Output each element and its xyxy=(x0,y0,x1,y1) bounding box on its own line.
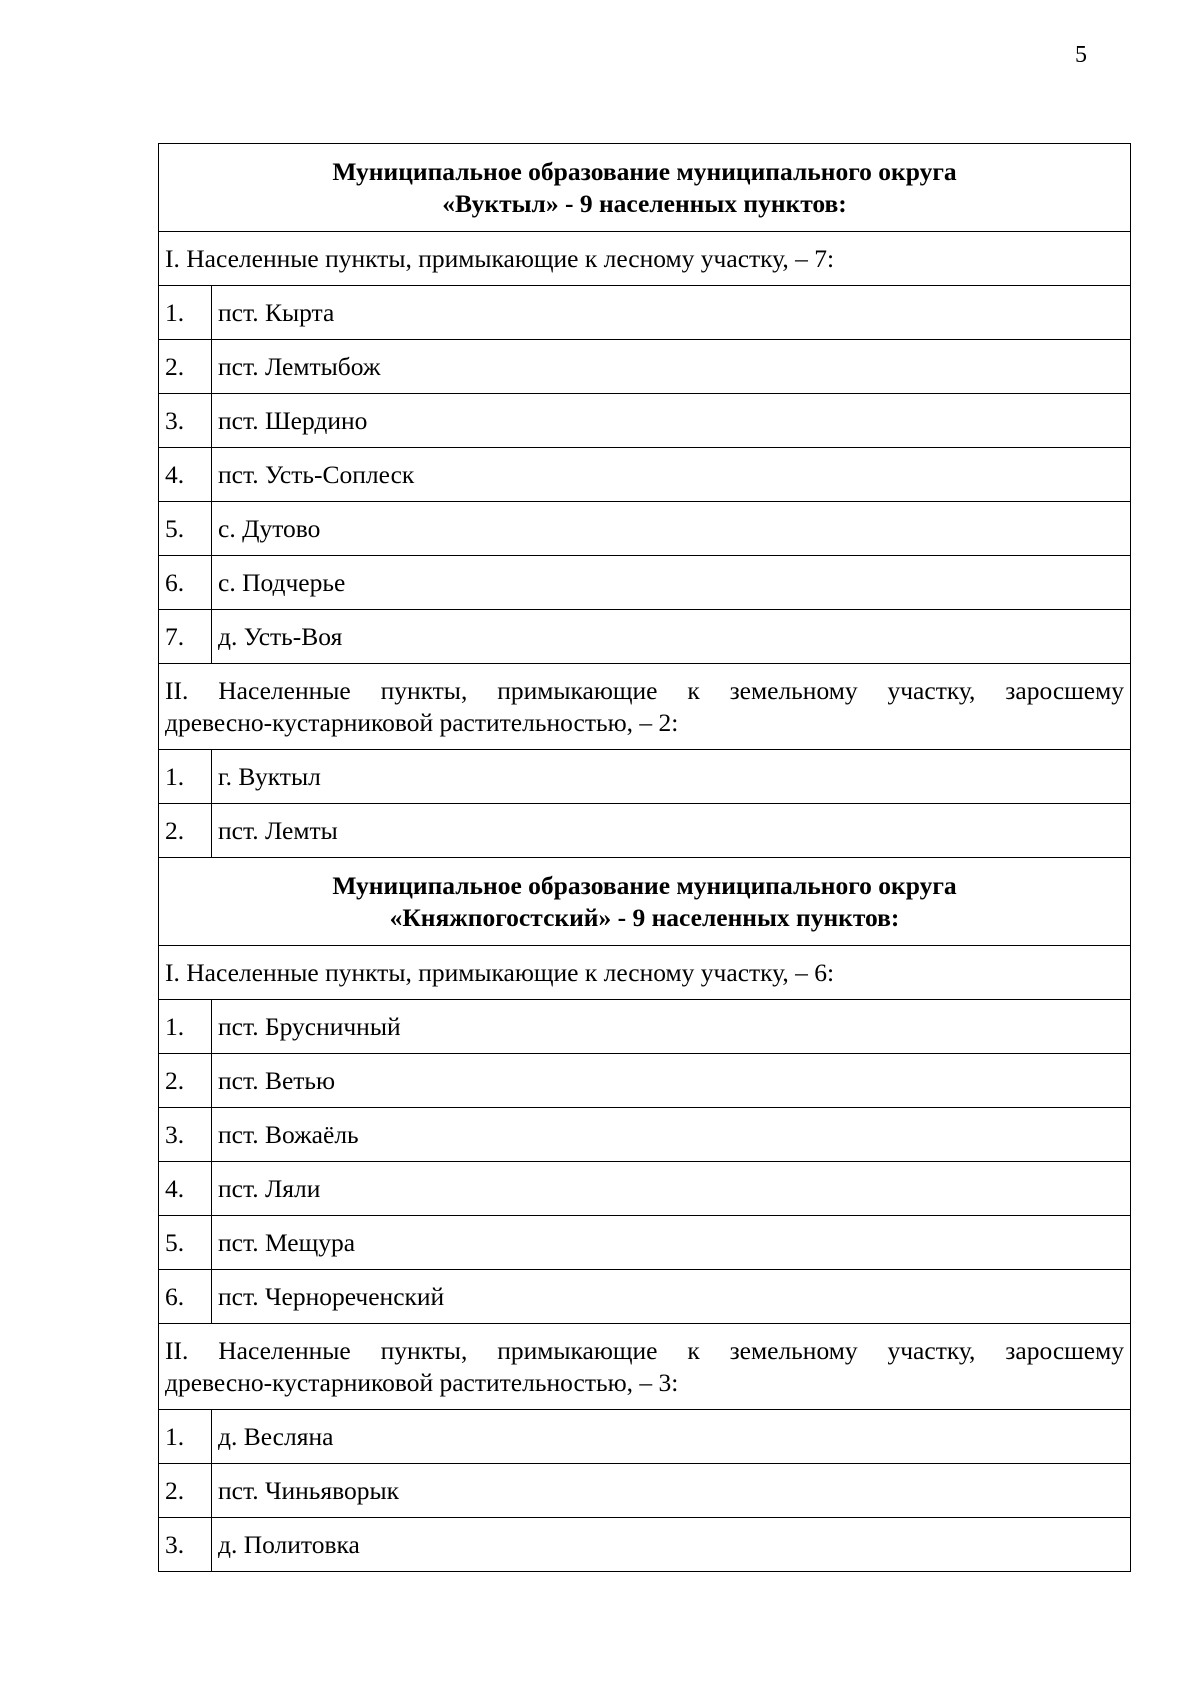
item-number: 4. xyxy=(159,448,212,502)
item-number: 5. xyxy=(159,1216,212,1270)
group-heading: I. Населенные пункты, примыкающие к лесному участку, – 7: xyxy=(159,232,1131,286)
table-row xyxy=(159,394,1131,448)
settlement-name: пст. Ляли xyxy=(212,1162,1131,1216)
settlement-name: пст. Лемты xyxy=(212,804,1131,858)
group-heading-line: II. Населенные пункты, примыкающие к земельному участку, заросшему xyxy=(165,675,1124,705)
settlements-table-body xyxy=(159,144,1131,1572)
page-number: 5 xyxy=(1075,42,1087,68)
settlement-name: пст. Усть-Соплеск xyxy=(212,448,1131,502)
settlement-name: пст. Кырта xyxy=(212,286,1131,340)
group-heading-row xyxy=(159,1324,1131,1410)
item-number: 6. xyxy=(159,556,212,610)
item-number: 3. xyxy=(159,1518,212,1572)
settlement-name: пст. Чиньяворык xyxy=(212,1464,1131,1518)
settlement-name: д. Весляна xyxy=(212,1410,1131,1464)
table-row xyxy=(159,340,1131,394)
group-heading-row xyxy=(159,232,1131,286)
group-heading-line: древесно-кустарниковой растительностью, – 3: xyxy=(165,1367,679,1397)
table-row xyxy=(159,1518,1131,1572)
table-row xyxy=(159,1410,1131,1464)
section-title-line: «Вуктыл» - 9 населенных пунктов: xyxy=(442,188,847,218)
item-number: 4. xyxy=(159,1162,212,1216)
group-heading xyxy=(159,1324,1131,1410)
section-title-line: Муниципальное образование муниципального округа xyxy=(332,870,957,900)
item-number: 1. xyxy=(159,750,212,804)
section-heading-row xyxy=(159,144,1131,232)
item-number: 3. xyxy=(159,394,212,448)
settlement-name: пст. Мещура xyxy=(212,1216,1131,1270)
item-number: 2. xyxy=(159,804,212,858)
table-row xyxy=(159,286,1131,340)
settlements-table xyxy=(158,143,1131,1572)
item-number: 5. xyxy=(159,502,212,556)
group-heading-row xyxy=(159,664,1131,750)
settlement-name: с. Дутово xyxy=(212,502,1131,556)
item-number: 1. xyxy=(159,1000,212,1054)
settlement-name: пст. Вожаёль xyxy=(212,1108,1131,1162)
group-heading-line: II. Населенные пункты, примыкающие к земельному участку, заросшему xyxy=(165,1335,1124,1365)
settlement-name: пст. Лемтыбож xyxy=(212,340,1131,394)
item-number: 1. xyxy=(159,286,212,340)
settlement-name: с. Подчерье xyxy=(212,556,1131,610)
settlement-name: г. Вуктыл xyxy=(212,750,1131,804)
table-row xyxy=(159,1270,1131,1324)
item-number: 2. xyxy=(159,1054,212,1108)
settlement-name: пст. Брусничный xyxy=(212,1000,1131,1054)
group-heading-line: древесно-кустарниковой растительностью, – 2: xyxy=(165,707,679,737)
settlement-name: д. Усть-Воя xyxy=(212,610,1131,664)
table-row xyxy=(159,1216,1131,1270)
item-number: 7. xyxy=(159,610,212,664)
group-heading: I. Населенные пункты, примыкающие к лесному участку, – 6: xyxy=(159,946,1131,1000)
item-number: 2. xyxy=(159,340,212,394)
item-number: 2. xyxy=(159,1464,212,1518)
section-title-line: Муниципальное образование муниципального округа xyxy=(332,156,957,186)
section-heading xyxy=(159,858,1131,946)
item-number: 6. xyxy=(159,1270,212,1324)
table-row xyxy=(159,1054,1131,1108)
table-row xyxy=(159,1000,1131,1054)
table-row xyxy=(159,1464,1131,1518)
section-title-line: «Княжпогостский» - 9 населенных пунктов: xyxy=(389,902,900,932)
table-row xyxy=(159,804,1131,858)
item-number: 3. xyxy=(159,1108,212,1162)
settlement-name: пст. Чернореченский xyxy=(212,1270,1131,1324)
section-heading xyxy=(159,144,1131,232)
table-row xyxy=(159,556,1131,610)
section-heading-row xyxy=(159,858,1131,946)
settlement-name: д. Политовка xyxy=(212,1518,1131,1572)
table-row xyxy=(159,750,1131,804)
table-row xyxy=(159,502,1131,556)
settlement-name: пст. Шердино xyxy=(212,394,1131,448)
item-number: 1. xyxy=(159,1410,212,1464)
table-row xyxy=(159,1108,1131,1162)
settlement-name: пст. Ветью xyxy=(212,1054,1131,1108)
group-heading xyxy=(159,664,1131,750)
table-row xyxy=(159,448,1131,502)
group-heading-row xyxy=(159,946,1131,1000)
table-row xyxy=(159,1162,1131,1216)
table-row xyxy=(159,610,1131,664)
